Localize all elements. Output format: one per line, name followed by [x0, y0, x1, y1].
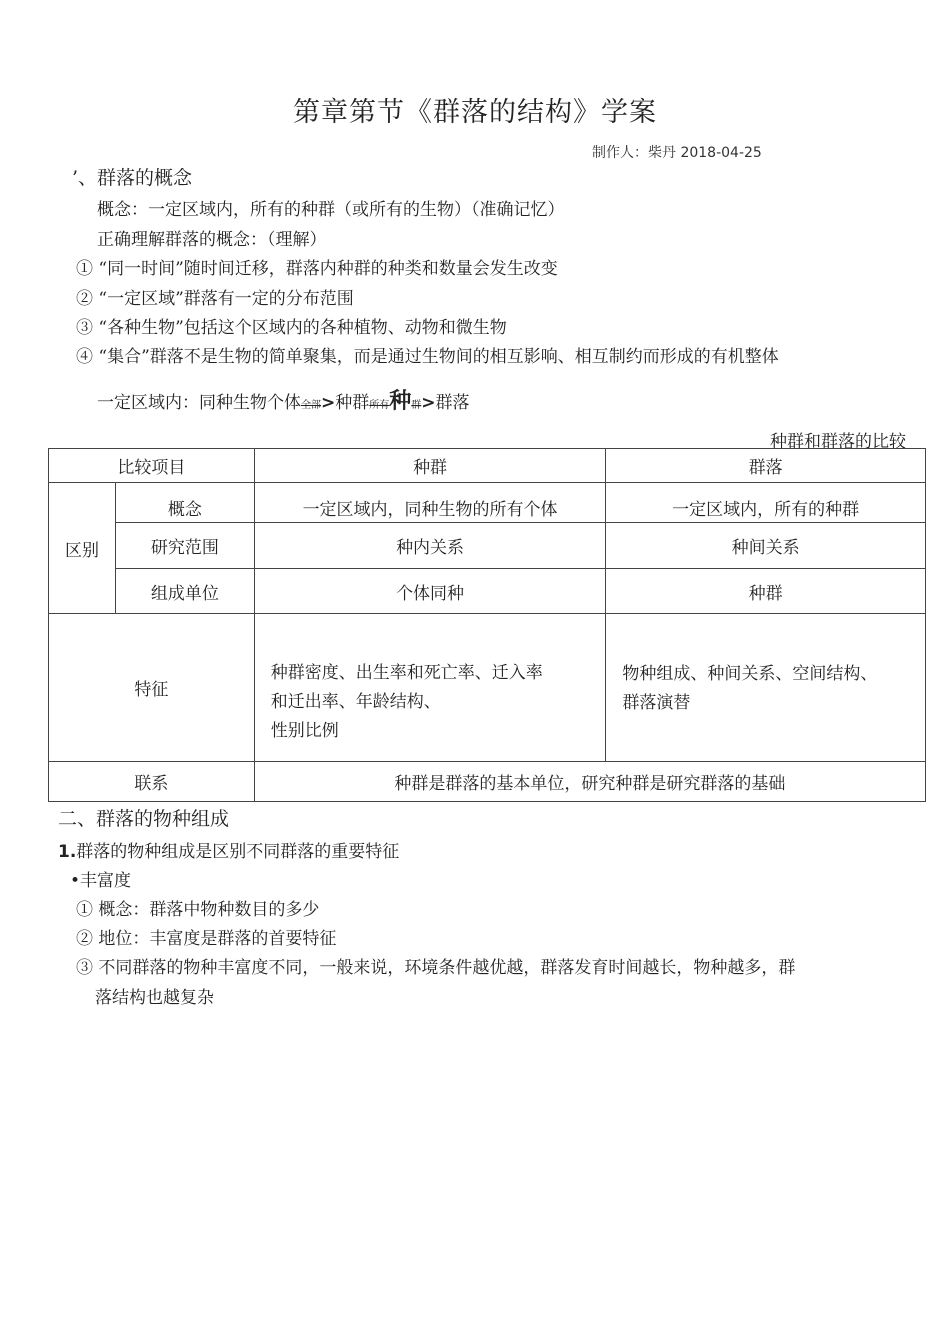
row-unit-community: 种群: [606, 569, 926, 614]
row-feature-population: [254, 614, 606, 762]
feature-community-line-2: 群落演替: [622, 693, 691, 713]
row-scope-label: 研究范围: [115, 523, 254, 569]
group-difference: 区别: [49, 483, 116, 614]
feature-population-line-1: 种群密度、出生率和死亡率、迁入率: [270, 663, 543, 683]
header-compare-item: 比较项目: [49, 449, 255, 483]
row-scope-population: 种内关系: [254, 523, 606, 569]
section1-heading: ’、群落的概念: [72, 167, 193, 189]
chain-note-1: 全部: [301, 400, 321, 411]
table-caption: 种群和群落的比较: [770, 432, 906, 452]
chain-prefix: 一定区域内：同种生物个体: [97, 393, 301, 413]
richness-item-2: ② 地位：丰富度是群落的首要特征: [76, 929, 337, 949]
row-concept-population: 一定区域内，同种生物的所有个体: [254, 483, 606, 523]
chain-big-char: 种: [389, 389, 412, 414]
section2-heading: 二、群落的物种组成: [58, 808, 230, 830]
hierarchy-chain: [97, 384, 470, 415]
page-title: 第章第节《群落的结构》学案: [293, 97, 657, 128]
chain-arrow-2: >: [421, 393, 436, 413]
section2-number: 1.: [58, 842, 77, 862]
chain-middle: 种群: [335, 393, 370, 413]
understand-heading: 正确理解群落的概念：（理解）: [97, 230, 327, 250]
richness-item-1: ① 概念：群落中物种数目的多少: [76, 900, 320, 920]
row-scope-community: 种间关系: [606, 523, 926, 569]
richness-item-3-continued: 落结构也越复杂: [95, 988, 214, 1008]
chain-note-3: 群: [411, 400, 422, 411]
understand-item-1: ① “同一时间”随时间迁移，群落内种群的种类和数量会发生改变: [76, 259, 558, 279]
row-concept-community: 一定区域内，所有的种群: [606, 483, 926, 523]
richness-item-3: ③ 不同群落的物种丰富度不同，一般来说，环境条件越优越，群落发育时间越长，物种越多，群: [76, 958, 796, 978]
row-unit-population: 个体同种: [254, 569, 606, 614]
understand-item-2: ② “一定区域”群落有一定的分布范围: [76, 289, 354, 309]
feature-community-line-1: 物种组成、种间关系、空间结构、: [622, 664, 878, 684]
understand-item-4: ④ “集合”群落不是生物的简单聚集，而是通过生物间的相互影响、相互制约而形成的有机整体: [76, 347, 779, 367]
section2-subheading: [58, 837, 399, 862]
row-unit-label: 组成单位: [115, 569, 254, 614]
header-population: 种群: [254, 449, 606, 483]
row-concept-label: 概念: [115, 483, 254, 523]
author-line: 制作人：柴丹 2018-04-25: [592, 145, 762, 161]
chain-arrow-1: >: [321, 393, 336, 413]
section2-subheading-text: 群落的物种组成是区别不同群落的重要特征: [76, 842, 400, 862]
feature-population-line-2: 和迁出率、年龄结构、: [270, 692, 441, 712]
comparison-table: [48, 448, 926, 802]
row-link-label: 联系: [49, 762, 255, 802]
row-link-text: 种群是群落的基本单位，研究种群是研究群落的基础: [254, 762, 925, 802]
row-feature-label: 特征: [49, 614, 255, 762]
header-community: 群落: [606, 449, 926, 483]
chain-end: 群落: [435, 393, 470, 413]
richness-bullet: •丰富度: [70, 871, 132, 891]
concept-definition: 概念：一定区域内，所有的种群（或所有的生物）（准确记忆）: [97, 200, 565, 220]
understand-item-3: ③ “各种生物”包括这个区域内的各种植物、动物和微生物: [76, 318, 507, 338]
chain-note-2: 所有: [369, 400, 390, 411]
feature-population-line-3: 性别比例: [270, 721, 339, 741]
row-feature-community: [606, 614, 926, 762]
